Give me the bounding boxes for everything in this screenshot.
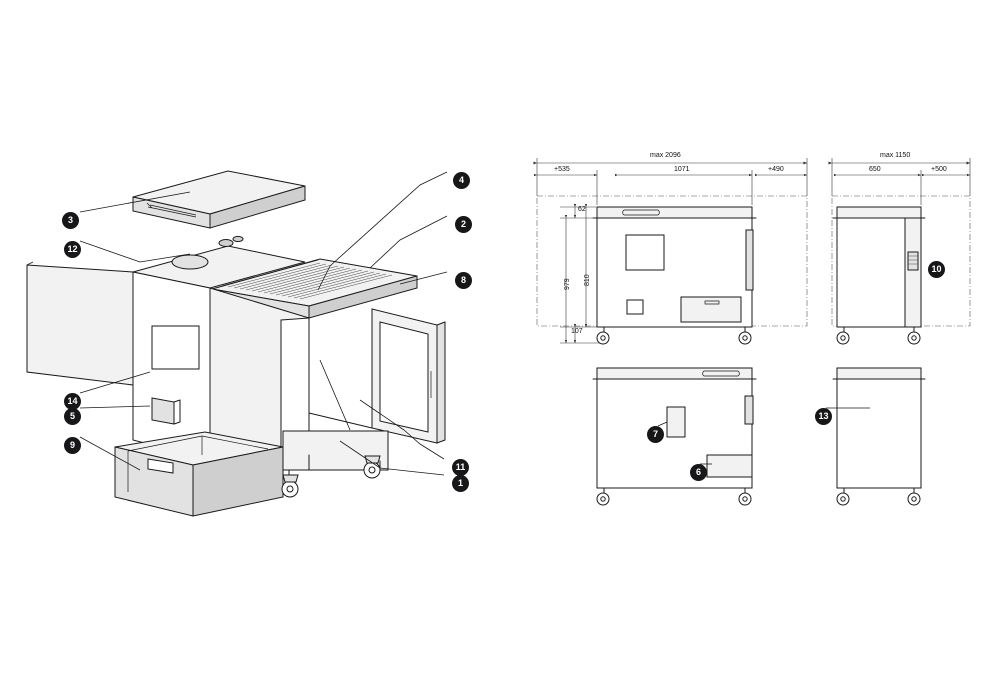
dim-side-offset: +500: [931, 166, 947, 173]
part-pullout-drawer: [115, 432, 283, 516]
side-view-left: [826, 368, 925, 505]
dim-front-body-height: 810: [584, 274, 591, 286]
callout-2[interactable]: 2: [455, 216, 472, 233]
callout-13[interactable]: 13: [815, 408, 832, 425]
callout-14[interactable]: 14: [64, 393, 81, 410]
dim-front-right-offset: +490: [768, 166, 784, 173]
callout-6[interactable]: 6: [690, 464, 707, 481]
orthographic-views: [537, 158, 970, 505]
callout-4[interactable]: 4: [453, 172, 470, 189]
part-top-lid: [133, 171, 305, 228]
callout-11[interactable]: 11: [452, 459, 469, 476]
dim-side-depth: 650: [869, 166, 881, 173]
callout-8[interactable]: 8: [455, 272, 472, 289]
part-front-door: [309, 309, 445, 443]
callout-9[interactable]: 9: [64, 437, 81, 454]
dim-front-top-band: 62: [578, 206, 586, 213]
dim-front-base-height: 107: [571, 328, 583, 335]
exploded-isometric-view: [27, 171, 447, 516]
callout-7[interactable]: 7: [647, 426, 664, 443]
rear-view: [593, 368, 756, 505]
side-view-right: [832, 158, 970, 344]
callout-12[interactable]: 12: [64, 241, 81, 258]
dim-front-center: 1071: [674, 166, 690, 173]
dim-side-overall: max 1150: [880, 152, 911, 159]
front-view: [537, 158, 807, 344]
dim-front-overall: max 2096: [650, 152, 681, 159]
callout-10[interactable]: 10: [928, 261, 945, 278]
callout-1[interactable]: 1: [452, 475, 469, 492]
dim-front-left-offset: +535: [554, 166, 570, 173]
callout-5[interactable]: 5: [64, 408, 81, 425]
part-side-panel-left: [27, 262, 133, 385]
callout-3[interactable]: 3: [62, 212, 79, 229]
dim-front-total-height: 979: [564, 278, 571, 290]
